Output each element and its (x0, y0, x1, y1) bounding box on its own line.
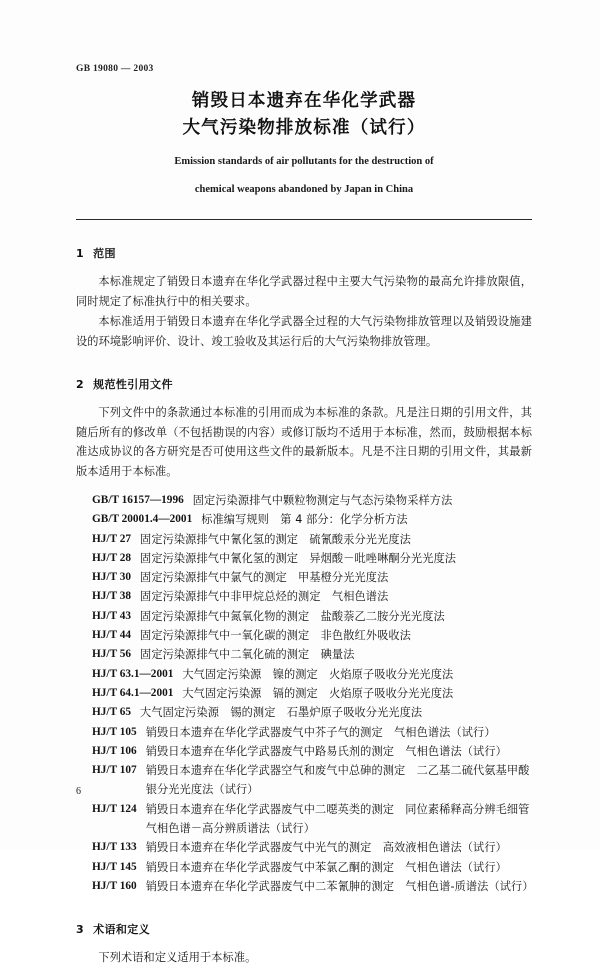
section-title-3: 术语和定义 (93, 923, 151, 937)
document-title-cn-line2: 大气污染物排放标准（试行） (182, 118, 426, 138)
reference-text: 销毁日本遗弃在华化学武器空气和废气中总砷的测定 二乙基二硫代氨基甲酸银分光光度法（试行） (145, 764, 530, 797)
reference-text: 销毁日本遗弃在华化学武器废气中苯氯乙酮的测定 气相色谱法（试行） (145, 860, 507, 874)
reference-code: GB/T 20001.4—2001 (92, 513, 193, 526)
reference-text: 固定污染源排气中氰化氢的测定 硫氰酸汞分光光度法 (140, 532, 411, 546)
header-divider (76, 219, 532, 220)
reference-code: HJ/T 105 (92, 725, 137, 738)
reference-text: 大气固定污染源 镍的测定 火焰原子吸收分光光度法 (182, 667, 454, 681)
reference-code: HJ/T 124 (92, 802, 137, 815)
reference-item (92, 607, 532, 626)
reference-item (92, 665, 532, 684)
normative-references-list (76, 491, 532, 896)
reference-text: 销毁日本遗弃在华化学武器废气中路易氏剂的测定 气相色谱法（试行） (145, 744, 507, 758)
reference-item (92, 703, 532, 722)
document-title-en-line2: chemical weapons abandoned by Japan in China (194, 184, 414, 195)
reference-code: HJ/T 43 (92, 609, 132, 622)
section-3-paragraph-1: 下列术语和定义适用于本标准。 (98, 951, 257, 965)
section-heading-1 (76, 245, 532, 261)
reference-code: HJ/T 44 (92, 629, 132, 642)
document-title-cn-line1: 销毁日本遗弃在华化学武器 (191, 91, 417, 111)
reference-text: 大气固定污染源 镉的测定 火焰原子吸收分光光度法 (182, 686, 454, 700)
reference-code: HJ/T 27 (92, 532, 132, 545)
reference-text: 销毁日本遗弃在华化学武器废气中光气的测定 高效液相色谱法（试行） (145, 841, 507, 855)
reference-item (92, 877, 532, 896)
reference-code: HJ/T 28 (92, 551, 132, 564)
section-2-paragraph-1: 下列文件中的条款通过本标准的引用而成为本标准的条款。凡是注日期的引用文件，其随后所有的修改单（不包括勘误的内容）或修订版均不适用于本标准，然而，鼓励根据本标准达成协议的各方研究是否可使用这些文件的最新版本。凡是不注日期的引用文件，其最新版本适用于本标准。 (76, 406, 532, 478)
reference-item (92, 800, 532, 839)
standard-number: GB 19080 — 2003 (76, 64, 154, 74)
reference-item (92, 838, 532, 857)
section-1-paragraph-1: 本标准规定了销毁日本遗弃在华化学武器过程中主要大气污染物的最高允许排放限值，同时规定了标准执行中的相关要求。 (76, 275, 532, 308)
reference-code: HJ/T 30 (92, 571, 132, 584)
reference-item (92, 645, 532, 664)
reference-item (92, 510, 532, 529)
reference-code: HJ/T 56 (92, 648, 132, 661)
reference-text: 销毁日本遗弃在华化学武器废气中芥子气的测定 气相色谱法（试行） (145, 725, 496, 739)
reference-text: 固定污染源排气中氮氧化物的测定 盐酸萘乙二胺分光光度法 (140, 609, 445, 623)
reference-text: 固定污染源排气中颗粒物测定与气态污染物采样方法 (192, 494, 453, 507)
page-number: 6 (76, 786, 81, 797)
section-heading-2 (76, 376, 532, 392)
section-title-1: 范围 (93, 247, 116, 260)
reference-text: 固定污染源排气中氰化氢的测定 异烟酸－吡唑啉酮分光光度法 (140, 551, 457, 565)
reference-item (92, 491, 532, 510)
section-number-1: 1 (76, 247, 85, 260)
reference-text: 固定污染源排气中一氧化碳的测定 非色散红外吸收法 (140, 629, 411, 643)
reference-item (92, 761, 532, 800)
reference-text: 销毁日本遗弃在华化学武器废气中二苯氰胂的测定 气相色谱-质谱法（试行） (145, 879, 534, 893)
reference-code: HJ/T 133 (92, 841, 137, 854)
section-number-2: 2 (76, 378, 85, 391)
section-1-paragraph-2: 本标准适用于销毁日本遗弃在华化学武器全过程的大气污染物排放管理以及销毁设施建设的环境影响评价、设计、竣工验收及其运行后的大气污染物排放管理。 (76, 315, 532, 348)
section-heading-3 (76, 921, 532, 937)
reference-code: HJ/T 65 (92, 706, 132, 719)
reference-code: GB/T 16157—1996 (92, 494, 184, 506)
reference-code: HJ/T 107 (92, 764, 137, 777)
title-block (76, 88, 532, 198)
reference-text: 标准编写规则 第 4 部分：化学分析方法 (201, 513, 408, 527)
reference-text: 固定污染源排气中二氧化硫的测定 碘量法 (140, 648, 355, 662)
reference-item (92, 568, 532, 587)
reference-item (92, 530, 532, 549)
reference-code: HJ/T 38 (92, 590, 132, 603)
reference-item (92, 549, 532, 568)
reference-text: 固定污染源排气中氯气的测定 甲基橙分光光度法 (140, 571, 389, 585)
reference-text: 固定污染源排气中非甲烷总烃的测定 气相色谱法 (140, 590, 389, 604)
reference-text: 销毁日本遗弃在华化学武器废气中二噁英类的测定 同位素稀释高分辨毛细管气相色谱－高分辨质谱法（试行） (145, 802, 530, 836)
reference-code: HJ/T 160 (92, 879, 137, 892)
page-content (76, 0, 534, 965)
reference-item (92, 684, 532, 703)
reference-item (92, 742, 532, 761)
section-number-3: 3 (76, 923, 85, 937)
section-title-2: 规范性引用文件 (93, 378, 173, 391)
reference-item (92, 626, 532, 645)
reference-code: HJ/T 63.1—2001 (92, 667, 174, 680)
document-title-en-line1: Emission standards of air pollutants for the destruction of (174, 156, 434, 167)
reference-item (92, 587, 532, 606)
reference-text: 大气固定污染源 锡的测定 石墨炉原子吸收分光光度法 (140, 706, 423, 720)
reference-item (92, 723, 532, 742)
reference-code: HJ/T 145 (92, 860, 137, 873)
reference-code: HJ/T 64.1—2001 (92, 686, 174, 699)
reference-item (92, 858, 532, 877)
reference-code: HJ/T 106 (92, 744, 137, 757)
